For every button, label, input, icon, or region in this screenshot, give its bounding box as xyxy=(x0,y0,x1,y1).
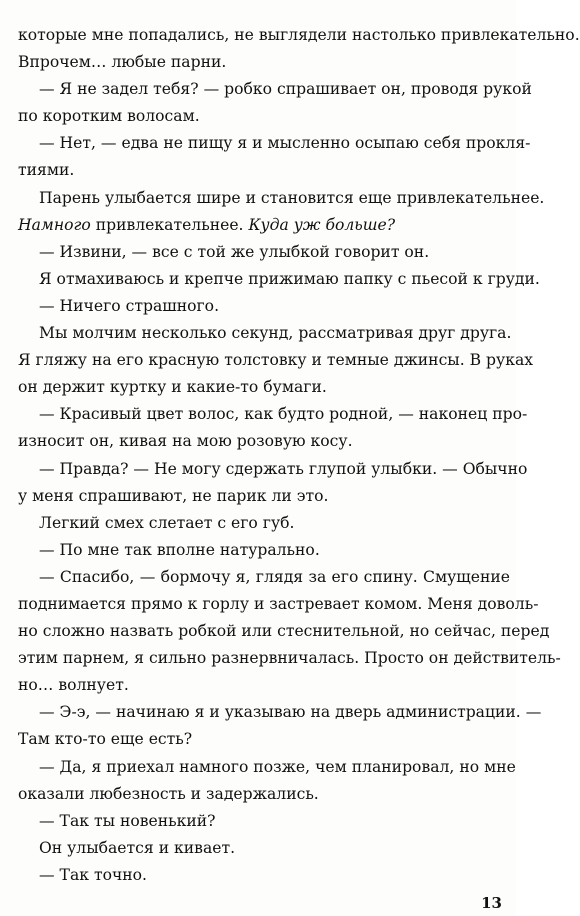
page-number: 13 xyxy=(481,894,502,912)
text-line: Там кто-то еще есть? xyxy=(18,730,193,749)
italic-thought: Куда уж больше? xyxy=(248,215,396,234)
dialogue-line: — Правда? — Не могу сдержать глупой улыбки. — Обычно xyxy=(39,459,528,478)
text-line: поднимается прямо к горлу и застревает комом. Меня доволь- xyxy=(18,594,539,613)
text-line: тиями. xyxy=(18,161,75,180)
text-line: у меня спрашивают, не парик ли это. xyxy=(18,486,329,505)
text-line: которые мне попадались, не выглядели настолько привлекательно. xyxy=(18,26,580,44)
dialogue-line: — Красивый цвет волос, как будто родной, — наконец про- xyxy=(39,405,528,424)
text-line: по коротким волосам. xyxy=(18,107,200,126)
dialogue-line: — По мне так вполне натурально. xyxy=(39,540,320,559)
dialogue-line: — Да, я приехал намного позже, чем планировал, но мне xyxy=(39,757,516,776)
paragraph-line: Он улыбается и кивает. xyxy=(39,838,236,857)
paragraph-line: Мы молчим несколько секунд, рассматривая друг друга. xyxy=(39,324,512,343)
text-line: оказали любезность и задержались. xyxy=(18,784,319,803)
dialogue-line: — Э-э, — начинаю я и указываю на дверь администрации. — xyxy=(39,703,542,722)
text-line: Я гляжу на его красную толстовку и темные джинсы. В руках xyxy=(18,351,534,370)
dialogue-line: — Так ты новенький? xyxy=(39,811,216,830)
text-line: Впрочем… любые парни. xyxy=(18,53,227,72)
text-line: этим парнем, я сильно разнервничалась. Просто он действитель- xyxy=(18,649,561,668)
text-span: привлекательнее. xyxy=(90,215,249,234)
body-text xyxy=(18,22,580,889)
text-line xyxy=(18,212,510,239)
dialogue-line: — Спасибо, — бормочу я, глядя за его спину. Смущение xyxy=(39,567,510,586)
text-line: износит он, кивая на мою розовую косу. xyxy=(18,432,353,451)
text-line: но сложно назвать робкой или стеснительной, но сейчас, перед xyxy=(18,622,550,641)
dialogue-line: — Нет, — едва не пищу я и мысленно осыпаю себя прокля- xyxy=(39,134,531,153)
dialogue-line: — Я не задел тебя? — робко спрашивает он, проводя рукой xyxy=(39,80,532,99)
dialogue-line: — Извини, — все с той же улыбкой говорит он. xyxy=(39,242,430,261)
paragraph-line: Легкий смех слетает с его губ. xyxy=(39,513,295,532)
text-line: он держит куртку и какие-то бумаги. xyxy=(18,378,327,397)
dialogue-line: — Так точно. xyxy=(39,865,148,884)
paragraph-line: Я отмахиваюсь и крепче прижимаю папку с пьесой к груди. xyxy=(39,269,540,288)
paragraph-line: Парень улыбается шире и становится еще привлекательнее. xyxy=(39,188,545,207)
dialogue-line: — Ничего страшного. xyxy=(39,296,220,315)
italic-emphasis: Намного xyxy=(18,215,91,234)
text-line: но… волнует. xyxy=(18,676,129,695)
